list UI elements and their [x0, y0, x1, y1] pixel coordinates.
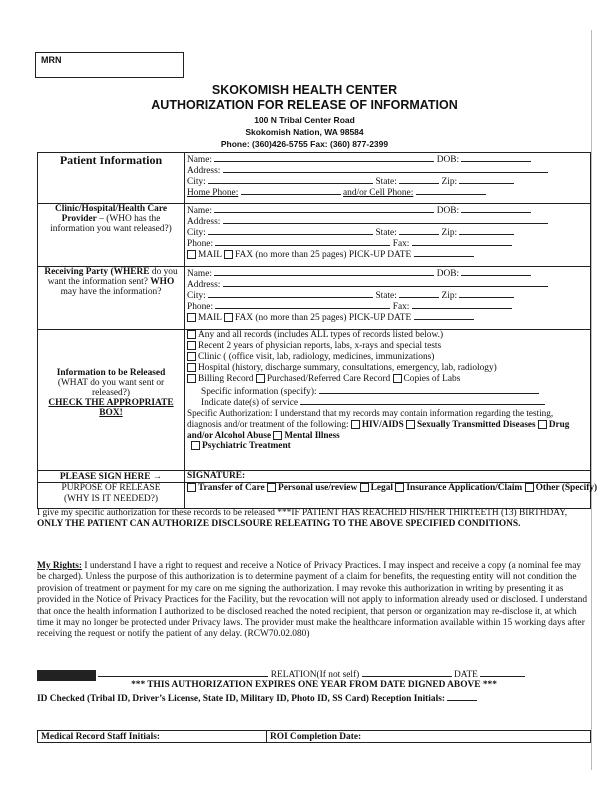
- std-checkbox[interactable]: [406, 420, 415, 429]
- sign-here-label: PLEASE SIGN HERE →: [38, 471, 185, 483]
- patient-zip-field[interactable]: [459, 175, 514, 184]
- receiving-dob-field[interactable]: [461, 267, 531, 276]
- signature-field[interactable]: SIGNATURE:: [185, 471, 591, 483]
- transfer-care-checkbox[interactable]: [187, 483, 196, 492]
- expiration-notice: *** THIS AUTHORIZATION EXPIRES ONE YEAR FROM DATE DIGNED ABOVE ***: [131, 680, 497, 690]
- receiving-name-field[interactable]: [214, 267, 434, 276]
- mrn-box[interactable]: [35, 52, 184, 78]
- clinic-phone-field[interactable]: [215, 237, 390, 246]
- clinic-pickup-field[interactable]: [414, 248, 474, 257]
- drug-alcohol-checkbox[interactable]: [538, 420, 547, 429]
- clinic-mail-checkbox[interactable]: [187, 250, 196, 259]
- specific-info-field[interactable]: [319, 385, 539, 394]
- other-checkbox[interactable]: [525, 483, 534, 492]
- authorization-form: [37, 152, 598, 509]
- patient-name-field[interactable]: [214, 153, 434, 162]
- all-records-checkbox[interactable]: [187, 330, 196, 339]
- org-name: SKOKOMISH HEALTH CENTER: [211, 83, 398, 97]
- receiving-city-field[interactable]: [208, 289, 373, 298]
- legal-checkbox[interactable]: [360, 483, 369, 492]
- receiving-state-field[interactable]: [399, 289, 439, 298]
- reception-initials-field[interactable]: [447, 692, 477, 701]
- receiving-zip-field[interactable]: [459, 289, 514, 298]
- relation-field[interactable]: [362, 668, 452, 677]
- office-use-footer: [37, 730, 591, 743]
- form-title: AUTHORIZATION FOR RELEASE OF INFORMATION: [151, 98, 458, 112]
- patient-info-label: Patient Information: [38, 153, 185, 204]
- clinic-fields: Name: DOB: Address: City: State: Zip: Phone: Fax: MAIL FAX (no more than 25 pages) PICK-UP DATE: [185, 204, 591, 267]
- personal-use-checkbox[interactable]: [267, 483, 276, 492]
- id-check-row: ID Checked (Tribal ID, Driver’s License, State ID, Military ID, Photo ID, SS Card) Reception Initials:: [37, 692, 591, 705]
- clinic-city-field[interactable]: [208, 226, 373, 235]
- cell-phone-field[interactable]: [416, 186, 486, 195]
- receiving-fax-field[interactable]: [412, 300, 512, 309]
- mrn-label: MRN: [41, 55, 62, 65]
- info-options: Any and all records (includes ALL types of records listed below.) Recent 2 years of physician reports, labs, x-rays and special tests Clinic ( (office visit, lab, radiology, medicines, immunizations) Hospital (history, discharge summary, consultations, emergency, lab, radiology) Billing Record Purchased/Referred Care Record Copies of Labs Specific information (specify): Indicate date(s) of service Specific Authorization: I understand that my records may contain information regarding the testing, diagnosis and/or treatment of the following: HIV/AIDS Sexually Transmitted Diseases Drug and/or Alcohol Abuse Mental Illness Psychiatric Treatment: [185, 330, 591, 471]
- receiving-phone-field[interactable]: [215, 300, 390, 309]
- patient-state-field[interactable]: [399, 175, 439, 184]
- clinic-records-checkbox[interactable]: [187, 352, 196, 361]
- clinic-address-field[interactable]: [223, 215, 548, 224]
- address-line-1: 100 N Tribal Center Road: [254, 115, 355, 125]
- clinic-label: Clinic/Hospital/Health Care Provider – (WHO has the information you want released?): [38, 204, 185, 267]
- recent-records-checkbox[interactable]: [187, 341, 196, 350]
- receiving-fax-checkbox[interactable]: [224, 313, 233, 322]
- receiving-fields: Name: DOB: Address: City: State: Zip: Phone: Fax: MAIL FAX (no more than 25 pages) PICK-UP DATE: [185, 267, 591, 330]
- patient-info-fields: Name: DOB: Address: City: State: Zip: Home Phone: and/or Cell Phone:: [185, 153, 591, 204]
- staff-initials-field[interactable]: Medical Record Staff Initials:: [38, 731, 267, 742]
- consent-statement: I give my specific authorization for these records to be released ***IF PATIENT HAS REACHED HIS/HER THIRTEETH (13) BIRTHDAY, ONLY THE PATIENT CAN AUTHORIZE DISCLSOURE RELEATING TO THE ABOVE SPECIFIED CONDITIONS.: [37, 508, 568, 530]
- clinic-fax-field[interactable]: [412, 237, 512, 246]
- signature-stamp: SIGNATURE: [39, 670, 95, 680]
- billing-record-checkbox[interactable]: [187, 374, 196, 383]
- signature-line[interactable]: [98, 668, 268, 677]
- patient-address-field[interactable]: [223, 164, 548, 173]
- receiving-mail-checkbox[interactable]: [187, 313, 196, 322]
- phone-line: Phone: (360)426-5755 Fax: (360) 877-2399: [220, 139, 389, 149]
- purpose-label: PURPOSE OF RELEASE (WHY IS IT NEEDED?): [38, 483, 185, 509]
- receiving-address-field[interactable]: [223, 278, 548, 287]
- copies-labs-checkbox[interactable]: [393, 374, 402, 383]
- mental-illness-checkbox[interactable]: [273, 431, 282, 440]
- clinic-state-field[interactable]: [399, 226, 439, 235]
- clinic-zip-field[interactable]: [459, 226, 514, 235]
- receiving-label: Receiving Party (WHERE do you want the information sent? WHO may have the information?: [38, 267, 185, 330]
- clinic-name-field[interactable]: [214, 204, 434, 213]
- purchased-care-checkbox[interactable]: [256, 374, 265, 383]
- clinic-dob-field[interactable]: [461, 204, 531, 213]
- date-field[interactable]: [480, 668, 525, 677]
- hiv-checkbox[interactable]: [351, 420, 360, 429]
- psych-treatment-checkbox[interactable]: [191, 441, 200, 450]
- hospital-records-checkbox[interactable]: [187, 363, 196, 372]
- clinic-fax-checkbox[interactable]: [224, 250, 233, 259]
- home-phone-field[interactable]: [241, 186, 341, 195]
- receiving-pickup-field[interactable]: [414, 311, 474, 320]
- service-dates-field[interactable]: [300, 396, 545, 405]
- info-released-label: Information to be Released (WHAT do you want sent or released?) CHECK THE APPROPRIATE BOX!: [38, 330, 185, 471]
- purpose-options: Transfer of Care Personal use/review Legal Insurance Application/Claim Other (Specify): [185, 483, 591, 509]
- roi-date-field[interactable]: ROI Completion Date:: [270, 732, 362, 742]
- my-rights-paragraph: My Rights: I understand I have a right to request and receive a Notice of Privacy Practices. I may inspect and receive a copy (a nominal fee may be charged). Unless the purpose of this authorization is to determine payment of a claim for benefits, the requesting entity will not condition the provision of treatment or payment for my care on me signing the authorization. I may revoke this authorization in writing by presenting it as provided in the Notice of Privacy Practices for the Facility, but the revocation will not apply to information already used or disclosed. I understand that once the health information I authorized to be disclosed reached the noted recipient, that person or organization may re-disclose it, at which time it may no longer be protected under Privacy laws. The provider must make the healthcare information available within 15 working days after receiving the request or notify the patient of any delay. (RCW70.02.080): [37, 561, 588, 640]
- patient-city-field[interactable]: [208, 175, 373, 184]
- signature-relation-row: SIGNATURE RELATION(If not self) DATE: [37, 668, 591, 681]
- insurance-checkbox[interactable]: [395, 483, 404, 492]
- address-line-2: Skokomish Nation, WA 98584: [245, 127, 364, 137]
- patient-dob-field[interactable]: [461, 153, 531, 162]
